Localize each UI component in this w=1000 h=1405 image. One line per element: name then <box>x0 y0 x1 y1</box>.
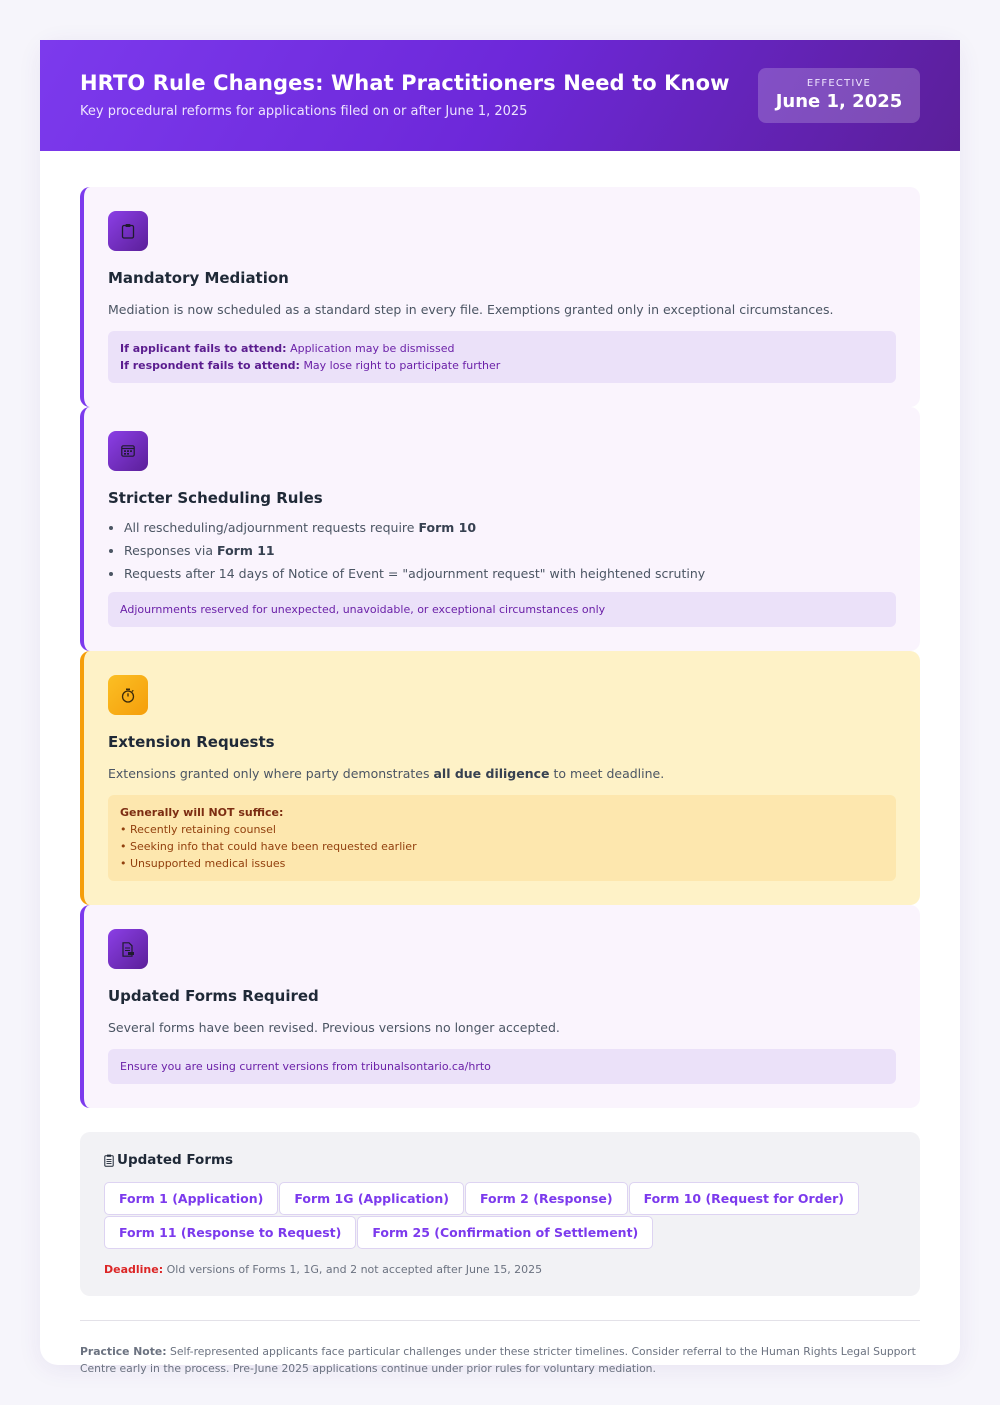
content-body <box>40 151 960 1377</box>
note-item: • Recently retaining counsel <box>120 823 276 836</box>
section-text: Mediation is now scheduled as a standard step in every file. Exemptions granted only in exceptional circumstances. <box>108 302 834 317</box>
deadline-note <box>104 1263 896 1276</box>
text-bold: all due diligence <box>433 766 550 781</box>
list-item <box>108 519 896 537</box>
effective-date-badge <box>758 68 920 123</box>
page-title: HRTO Rule Changes: What Practitioners Need to Know <box>80 71 730 95</box>
note-text: Application may be dismissed <box>290 342 455 355</box>
divider <box>80 1320 920 1321</box>
bullet-bold: Form 10 <box>418 520 477 535</box>
text-part: to meet deadline. <box>553 766 665 781</box>
form-chip: Form 11 (Response to Request) <box>104 1216 356 1249</box>
scheduling-rules-list <box>108 519 896 583</box>
effective-date: June 1, 2025 <box>775 91 903 112</box>
section-text: Several forms have been revised. Previous versions no longer accepted. <box>108 1020 560 1035</box>
note-item: • Unsupported medical issues <box>120 857 286 870</box>
form-chip: Form 1 (Application) <box>104 1182 278 1215</box>
updated-forms-panel <box>80 1132 920 1296</box>
section-mandatory-mediation <box>80 187 920 407</box>
forms-chip-list <box>104 1182 864 1250</box>
note-label: If applicant fails to attend: <box>120 342 287 355</box>
form-chip: Form 25 (Confirmation of Settlement) <box>357 1216 653 1249</box>
forms-panel-title-text: Updated Forms <box>117 1152 234 1168</box>
attendance-consequences-note <box>108 331 896 383</box>
section-stricter-scheduling <box>80 407 920 651</box>
section-title: Mandatory Mediation <box>108 269 289 287</box>
bullet-text: Responses via <box>124 543 214 558</box>
calendar-icon <box>108 431 148 471</box>
bullet-text: All rescheduling/adjournment requests require <box>124 520 415 535</box>
practice-note-label: Practice Note: <box>80 1345 167 1358</box>
list-item <box>108 565 896 583</box>
section-title: Updated Forms Required <box>108 987 319 1005</box>
form-chip: Form 10 (Request for Order) <box>629 1182 859 1215</box>
section-text <box>108 765 896 783</box>
list-item <box>108 542 896 560</box>
practice-note <box>80 1343 920 1377</box>
text-part: Extensions granted only where party demonstrates <box>108 766 430 781</box>
practice-note-text: Self-represented applicants face particular challenges under these stricter timelines. Consider referral to the Human Rights Legal Support Centre early in the process. Pre-June 2025 applications continue under prior rules for voluntary mediation. <box>80 1345 916 1375</box>
deadline-text: Old versions of Forms 1, 1G, and 2 not accepted after June 15, 2025 <box>166 1263 543 1276</box>
section-title: Stricter Scheduling Rules <box>108 489 323 507</box>
section-extension-requests <box>80 651 920 905</box>
forms-source-note: Ensure you are using current versions from tribunalsontario.ca/hrto <box>108 1049 896 1084</box>
insufficient-reasons-note <box>108 795 896 881</box>
effective-label: EFFECTIVE <box>806 78 872 89</box>
document-icon <box>108 929 148 969</box>
infographic-card <box>40 40 960 1375</box>
note-heading: Generally will NOT suffice: <box>120 806 284 819</box>
note-text: May lose right to participate further <box>303 359 501 372</box>
form-chip: Form 2 (Response) <box>465 1182 628 1215</box>
adjournment-note: Adjournments reserved for unexpected, unavoidable, or exceptional circumstances only <box>108 592 896 627</box>
deadline-label: Deadline: <box>104 1263 164 1276</box>
section-title: Extension Requests <box>108 733 275 751</box>
header-banner <box>40 40 960 151</box>
page-subtitle: Key procedural reforms for applications filed on or after June 1, 2025 <box>80 104 528 119</box>
clipboard-list-icon <box>104 1154 115 1167</box>
stopwatch-icon <box>108 675 148 715</box>
section-updated-forms-required <box>80 905 920 1108</box>
note-item: • Seeking info that could have been requested earlier <box>120 840 417 853</box>
bullet-bold: Form 11 <box>217 543 275 558</box>
note-label: If respondent fails to attend: <box>120 359 300 372</box>
forms-panel-title <box>104 1152 896 1168</box>
bullet-text: Requests after 14 days of Notice of Event = "adjournment request" with heightened scrutiny <box>124 566 706 581</box>
form-chip: Form 1G (Application) <box>279 1182 464 1215</box>
clipboard-icon <box>108 211 148 251</box>
